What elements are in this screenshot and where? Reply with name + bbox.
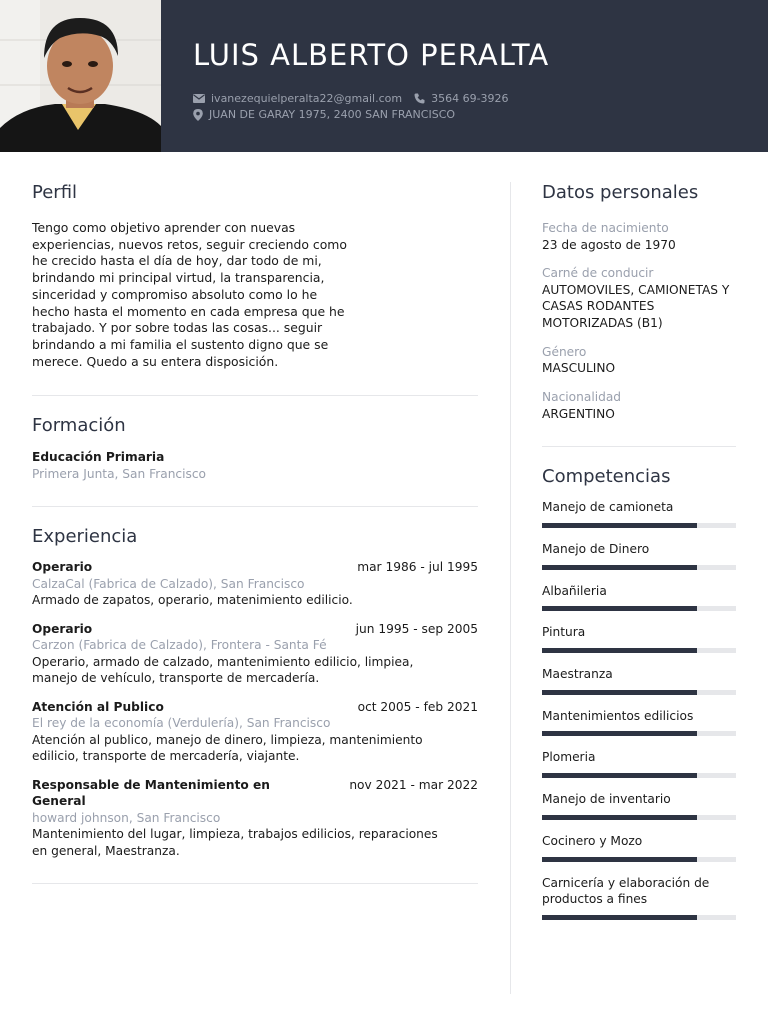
- personal-data-value: CASAS RODANTES: [542, 299, 655, 314]
- skill-name: Plomeria: [542, 750, 596, 765]
- contact-row-primary: [193, 92, 521, 105]
- skill-level-fill: [542, 606, 697, 611]
- experience-description: edilicio, transporte de mercadería, viajante.: [32, 749, 300, 764]
- section-datos-personales: [542, 182, 736, 422]
- skill-name: Albañileria: [542, 583, 607, 598]
- skill-level-fill: [542, 815, 697, 820]
- skill-item: [542, 708, 736, 737]
- experience-description: Atención al publico, manejo de dinero, limpieza, mantenimiento: [32, 732, 423, 747]
- skill-name: Manejo de camioneta: [542, 500, 674, 515]
- education-degree: Educación Primaria: [32, 450, 165, 465]
- skill-level-bar: [542, 731, 736, 736]
- skill-name: Mantenimientos edilicios: [542, 708, 694, 723]
- personal-data-value: 23 de agosto de 1970: [542, 237, 676, 252]
- skill-item: [542, 791, 736, 820]
- contact-address: [193, 108, 455, 121]
- personal-data-item: [542, 389, 736, 422]
- skill-level-bar: [542, 915, 736, 920]
- skill-item: [542, 833, 736, 862]
- section-perfil: [32, 182, 478, 370]
- experience-description: Mantenimiento del lugar, limpieza, trabajos edilicios, reparaciones: [32, 827, 438, 842]
- section-title-datos: Datos personales: [542, 182, 699, 203]
- contact-row-secondary: [193, 108, 467, 121]
- skill-name: Pintura: [542, 625, 586, 640]
- skill-level-bar: [542, 857, 736, 862]
- skill-item: [542, 875, 736, 920]
- perfil-line: trabajado. Y por sobre todas las cosas... seguir: [32, 320, 323, 336]
- skill-name: Manejo de inventario: [542, 792, 671, 807]
- sidebar-column: [542, 182, 736, 920]
- perfil-line: merece. Quedo a su entera disposición.: [32, 353, 279, 369]
- skill-level-bar: [542, 648, 736, 653]
- experience-dates: nov 2021 - mar 2022: [349, 777, 478, 792]
- email-text: ivanezequielperalta22@gmail.com: [211, 92, 403, 105]
- experience-item: [32, 621, 478, 687]
- experience-company: Carzon (Fabrica de Calzado), Frontera - Santa Fé: [32, 638, 327, 653]
- skill-level-fill: [542, 915, 697, 920]
- experience-company: howard johnson, San Francisco: [32, 810, 221, 825]
- skill-level-bar: [542, 773, 736, 778]
- skills-list: [542, 499, 736, 920]
- experience-dates: mar 1986 - jul 1995: [357, 560, 478, 575]
- skill-level-fill: [542, 731, 697, 736]
- personal-data-item: [542, 344, 736, 377]
- section-title-perfil: Perfil: [32, 182, 78, 203]
- perfil-line: brindando mi principal virtud, la transparencia,: [32, 270, 325, 286]
- experience-description: en general, Maestranza.: [32, 843, 180, 858]
- skill-item: [542, 624, 736, 653]
- section-experiencia: [32, 526, 478, 859]
- skill-level-bar: [542, 690, 736, 695]
- personal-data-label: Género: [542, 344, 587, 359]
- main-column: [32, 182, 478, 884]
- perfil-line: brindando a mi familia el sustento digno que se: [32, 336, 329, 352]
- skill-item: [542, 583, 736, 612]
- skill-level-fill: [542, 565, 697, 570]
- personal-data-item: [542, 265, 736, 332]
- education-item: [32, 449, 478, 482]
- perfil-line: experiencias, nuevos retos, seguir creciendo como: [32, 236, 347, 252]
- skill-level-fill: [542, 857, 697, 862]
- section-divider: [32, 506, 478, 507]
- skill-name: Cocinero y Mozo: [542, 833, 643, 848]
- perfil-text: [32, 220, 478, 370]
- skill-level-bar: [542, 815, 736, 820]
- skill-item: [542, 541, 736, 570]
- column-divider: [510, 182, 511, 994]
- perfil-line: he crecido hasta el día de hoy, dar todo de mi,: [32, 253, 322, 269]
- skill-level-fill: [542, 523, 697, 528]
- skill-item: [542, 749, 736, 778]
- perfil-line: sinceridad y compromiso absoluto como lo he: [32, 286, 318, 302]
- section-title-formacion: Formación: [32, 415, 126, 437]
- skill-level-bar: [542, 565, 736, 570]
- skill-level-bar: [542, 523, 736, 528]
- personal-data-label: Fecha de nacimiento: [542, 221, 669, 235]
- perfil-line: Tengo como objetivo aprender con nuevas: [32, 220, 296, 235]
- personal-data-value: MASCULINO: [542, 361, 616, 376]
- experience-description: Armado de zapatos, operario, matenimiento edilicio.: [32, 593, 353, 608]
- skill-item: [542, 666, 736, 695]
- experience-dates: oct 2005 - feb 2021: [357, 699, 478, 714]
- personal-data-value: MOTORIZADAS (B1): [542, 316, 663, 331]
- section-divider: [32, 395, 478, 396]
- candidate-name: LUIS ALBERTO PERALTA: [193, 38, 550, 72]
- experience-role: Atención al Publico: [32, 699, 164, 714]
- experience-company: El rey de la economía (Verdulería), San Francisco: [32, 716, 331, 731]
- phone-text: 3564 69-3926: [431, 92, 509, 105]
- experience-role: Operario: [32, 621, 93, 636]
- envelope-icon: [193, 94, 205, 103]
- section-formacion: [32, 415, 478, 482]
- personal-data-value: ARGENTINO: [542, 406, 615, 421]
- skill-name: Manejo de Dinero: [542, 541, 650, 556]
- skill-level-fill: [542, 690, 697, 695]
- skill-name: Maestranza: [542, 667, 613, 682]
- contact-email[interactable]: [193, 92, 402, 105]
- location-pin-icon: [193, 109, 203, 121]
- experience-item: [32, 559, 478, 609]
- section-competencias: [542, 466, 736, 920]
- section-divider: [542, 446, 736, 447]
- perfil-line: hecho hasta el momento en cada empresa que he: [32, 303, 345, 319]
- personal-data-value: AUTOMOVILES, CAMIONETAS Y: [542, 282, 730, 297]
- personal-data-label: Carné de conducir: [542, 266, 654, 281]
- experience-item: [32, 699, 478, 765]
- skill-item: [542, 499, 736, 528]
- personal-data-item: [542, 220, 736, 253]
- experience-dates: jun 1995 - sep 2005: [355, 621, 478, 636]
- section-title-competencias: Competencias: [542, 466, 671, 488]
- experience-role: Operario: [32, 560, 93, 575]
- experience-item: [32, 777, 478, 860]
- experience-description: manejo de vehículo, transporte de mercadería.: [32, 671, 320, 686]
- experience-company: CalzaCal (Fabrica de Calzado), San Francisco: [32, 576, 305, 591]
- section-divider: [32, 883, 478, 884]
- profile-photo: [0, 0, 161, 152]
- experience-description: Operario, armado de calzado, mantenimiento edilicio, limpiea,: [32, 654, 414, 669]
- section-title-experiencia: Experiencia: [32, 526, 138, 548]
- education-place: Primera Junta, San Francisco: [32, 466, 207, 481]
- skill-level-fill: [542, 773, 697, 778]
- skill-name: productos a fines: [542, 892, 648, 907]
- contact-phone[interactable]: [414, 92, 508, 105]
- skill-level-fill: [542, 648, 697, 653]
- address-text: JUAN DE GARAY 1975, 2400 SAN FRANCISCO: [209, 108, 456, 121]
- skill-level-bar: [542, 606, 736, 611]
- experience-role: Responsable de Mantenimiento en General: [32, 777, 270, 809]
- personal-data-label: Nacionalidad: [542, 390, 622, 405]
- skill-name: Carnicería y elaboración de: [542, 875, 710, 890]
- phone-icon: [414, 93, 425, 104]
- header-banner: [0, 0, 768, 152]
